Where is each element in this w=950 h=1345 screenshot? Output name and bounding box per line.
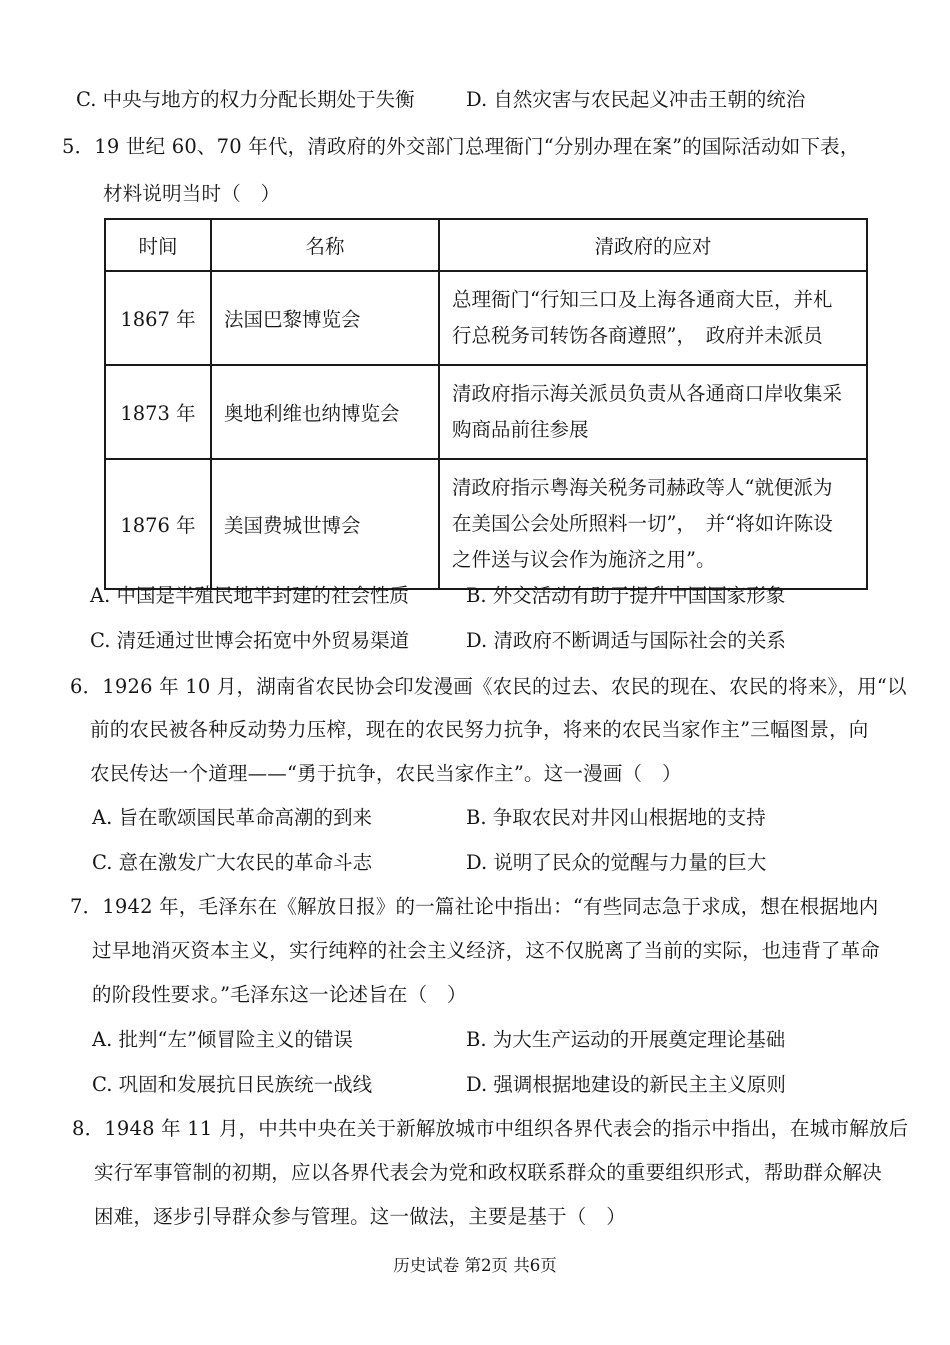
q6-line1: 6．1926 年 10 月，湖南省农民协会印发漫画《农民的过去、农民的现在、农民的将来》，用“以	[70, 675, 907, 698]
response-line: 清政府指示粤海关税务司赫政等人“就便派为	[452, 476, 833, 499]
q6-line2: 前的农民被各种反动势力压榨，现在的农民努力抗争，将来的农民当家作主”三幅图景，向	[90, 718, 869, 741]
row-name: 法国巴黎博览会	[211, 271, 439, 365]
q5-option-a: A. 中国是半殖民地半封建的社会性质	[90, 584, 409, 607]
table-row	[105, 271, 867, 365]
q8-line2: 实行军事管制的初期，应以各界代表会为党和政权联系群众的重要组织形式，帮助群众解决	[94, 1161, 883, 1184]
header-time: 时间	[105, 219, 211, 271]
row-response	[439, 271, 867, 365]
q7-option-c: C. 巩固和发展抗日民族统一战线	[92, 1073, 373, 1096]
q7-line1: 7．1942 年，毛泽东在《解放日报》的一篇社论中指出：“有些同志急于求成，想在根据地内	[70, 895, 879, 918]
q6-option-d: D. 说明了民众的觉醒与力量的巨大	[466, 851, 767, 874]
q6-option-a: A. 旨在歌颂国民革命高潮的到来	[92, 806, 372, 829]
row-response	[439, 459, 867, 589]
response-line: 清政府指示海关派员负责从各通商口岸收集采	[452, 382, 843, 405]
q8-line1: 8．1948 年 11 月，中共中央在关于新解放城市中组织各界代表会的指示中指出，在城市解放后	[72, 1117, 909, 1140]
q7-line2: 过早地消灭资本主义，实行纯粹的社会主义经济，这不仅脱离了当前的实际，也违背了革命	[92, 939, 881, 962]
q5-stem-line2: 材料说明当时（ ）	[103, 182, 281, 205]
q7-option-a: A. 批判“左”倾冒险主义的错误	[92, 1028, 353, 1051]
q6-line3: 农民传达一个道理——“勇于抗争，农民当家作主”。这一漫画（ ）	[90, 762, 682, 785]
response-line: 在美国公会处所照料一切”， 并“将如许陈设	[452, 512, 833, 535]
q7-line3: 的阶段性要求。”毛泽东这一论述旨在（ ）	[92, 983, 467, 1006]
q4-option-c: C. 中央与地方的权力分配长期处于失衡	[76, 88, 415, 111]
row-response	[439, 365, 867, 459]
q6-option-c: C. 意在激发广大农民的革命斗志	[92, 851, 373, 874]
q5-option-c: C. 清廷通过世博会拓宽中外贸易渠道	[90, 629, 410, 652]
q5-option-d: D. 清政府不断调适与国际社会的关系	[466, 629, 786, 652]
row-name: 奥地利维也纳博览会	[211, 365, 439, 459]
q6-option-b: B. 争取农民对井冈山根据地的支持	[466, 806, 766, 829]
response-line: 总理衙门“行知三口及上海各通商大臣，并札	[452, 288, 833, 311]
q5-stem-line1: 5．19 世纪 60、70 年代，清政府的外交部门总理衙门“分别办理在案”的国际活动如下表，	[62, 135, 860, 158]
q4-option-d: D. 自然灾害与农民起义冲击王朝的统治	[466, 88, 806, 111]
response-line: 之件送与议会作为施济之用”。	[452, 548, 716, 571]
q5-option-b: B. 外交活动有助于提升中国国家形象	[466, 584, 786, 607]
q8-line3: 困难，逐步引导群众参与管理。这一做法，主要是基于（ ）	[94, 1205, 626, 1228]
table-row	[105, 459, 867, 589]
header-response: 清政府的应对	[439, 219, 867, 271]
row-time: 1867 年	[105, 271, 211, 365]
table-row	[105, 365, 867, 459]
row-name: 美国费城世博会	[211, 459, 439, 589]
table-header-row	[105, 219, 867, 271]
q7-option-d: D. 强调根据地建设的新民主主义原则	[466, 1073, 786, 1096]
q7-option-b: B. 为大生产运动的开展奠定理论基础	[466, 1028, 786, 1051]
row-time: 1876 年	[105, 459, 211, 589]
row-time: 1873 年	[105, 365, 211, 459]
page-footer: 历史试卷 第2页 共6页	[393, 1256, 557, 1275]
response-line: 行总税务司转饬各商遵照”， 政府并未派员	[452, 324, 823, 347]
header-name: 名称	[211, 219, 439, 271]
q5-table	[104, 218, 868, 590]
response-line: 购商品前往参展	[452, 418, 589, 441]
